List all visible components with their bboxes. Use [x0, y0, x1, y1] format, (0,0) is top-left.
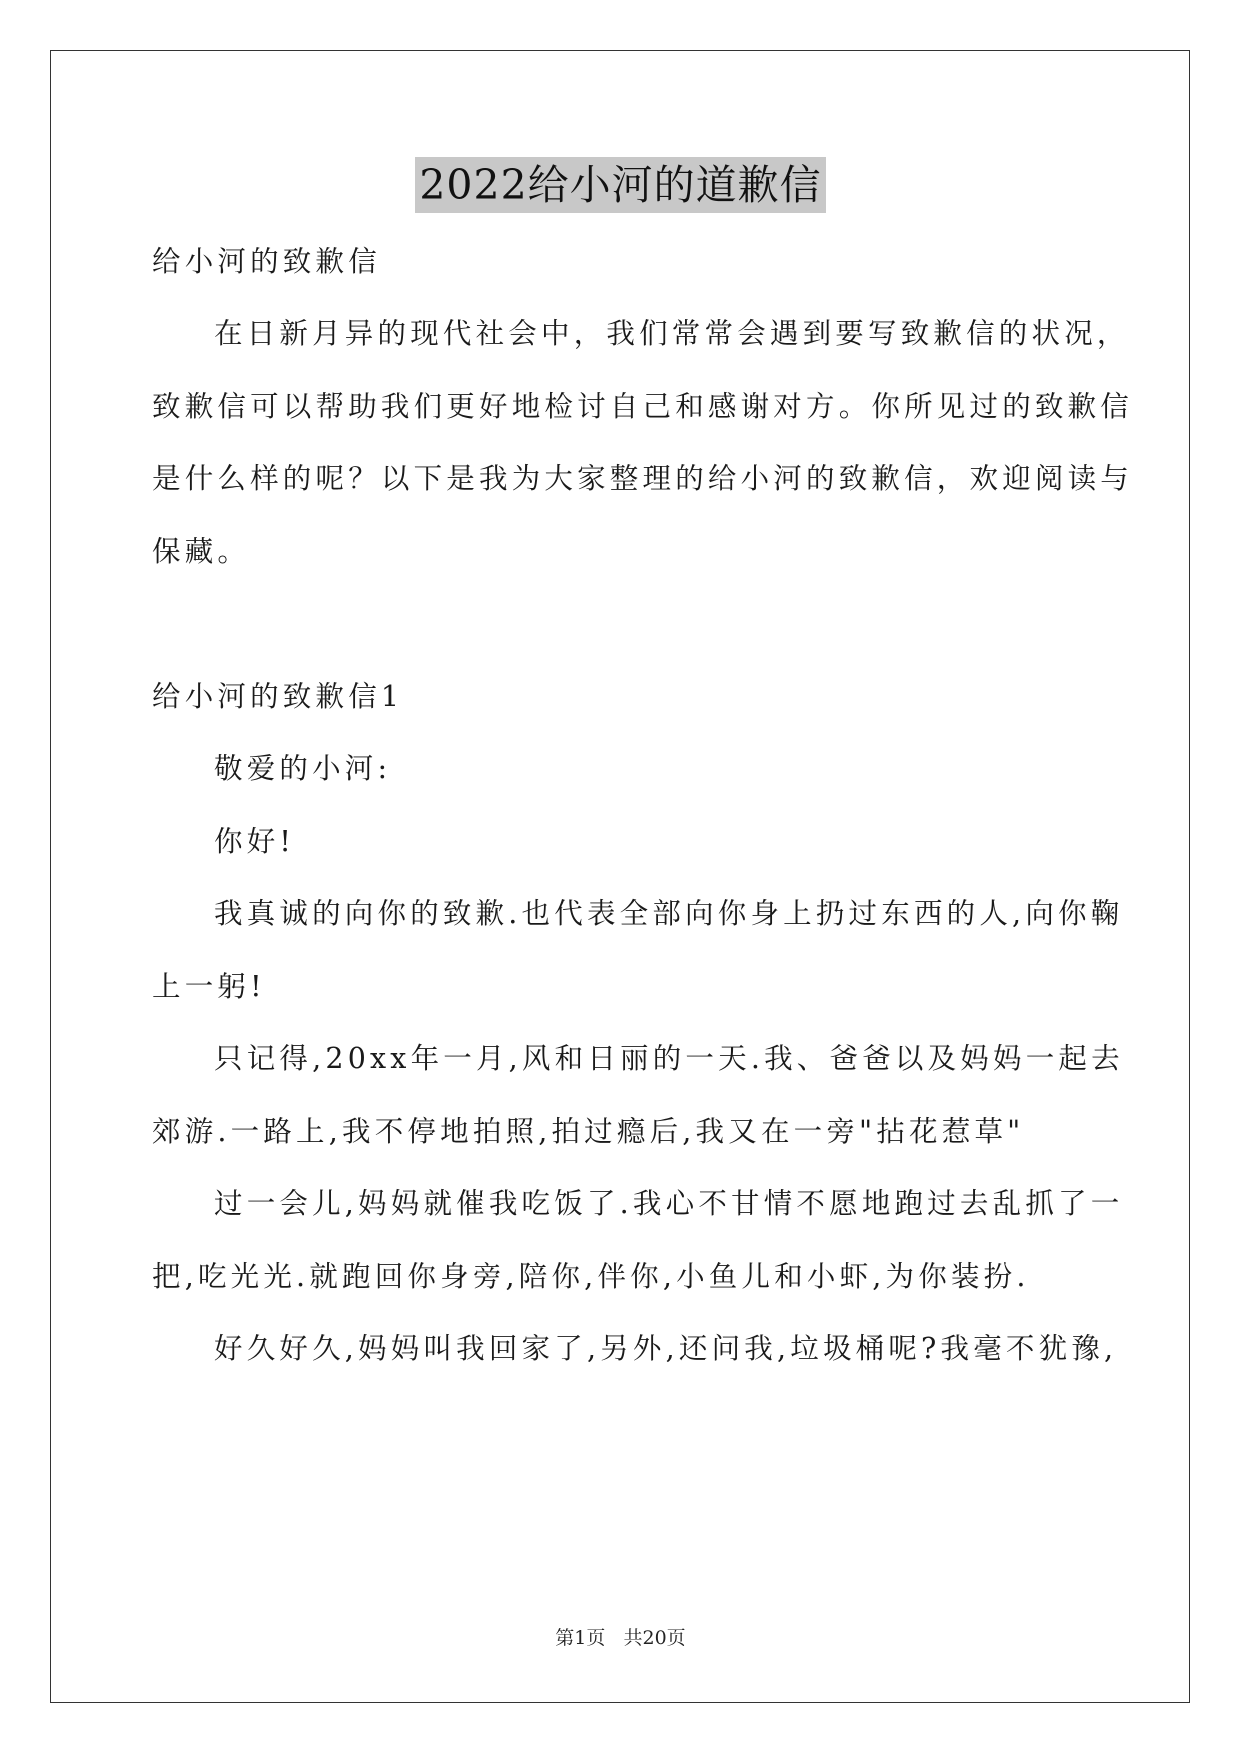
- salutation-line: 敬爱的小河:: [214, 752, 392, 785]
- document-title: 2022给小河的道歉信: [415, 157, 825, 213]
- paragraph-line: 致歉信可以帮助我们更好地检讨自己和感谢对方。你所见过的致歉信: [152, 390, 1134, 423]
- greeting-line: 你好!: [214, 825, 296, 858]
- paragraph-line: 只记得,20xx年一月,风和日丽的一天.我、爸爸以及妈妈一起去: [214, 1042, 1124, 1075]
- paragraph-line: 在日新月异的现代社会中，我们常常会遇到要写致歉信的状况，: [214, 317, 1130, 350]
- subtitle-line: 给小河的致歉信: [152, 245, 381, 278]
- title-container: [0, 157, 1241, 213]
- paragraph-line: 郊游.一路上,我不停地拍照,拍过瘾后,我又在一旁"拈花惹草": [152, 1115, 1025, 1148]
- paragraph-line: 是什么样的呢？以下是我为大家整理的给小河的致歉信，欢迎阅读与: [152, 462, 1134, 495]
- paragraph-line: 保藏。: [152, 535, 251, 568]
- paragraph-line: 上一躬!: [152, 970, 266, 1003]
- page-number-footer: 第1页 共20页: [555, 1627, 686, 1649]
- paragraph-line: 把,吃光光.就跑回你身旁,陪你,伴你,小鱼儿和小虾,为你装扮.: [152, 1260, 1030, 1293]
- paragraph-line: 过一会儿,妈妈就催我吃饭了.我心不甘情不愿地跑过去乱抓了一: [214, 1187, 1124, 1220]
- section-heading: 给小河的致歉信1: [152, 680, 404, 713]
- paragraph-line: 好久好久,妈妈叫我回家了,另外,还问我,垃圾桶呢?我毫不犹豫,: [214, 1332, 1118, 1365]
- page-border: [50, 50, 1190, 1703]
- paragraph-line: 我真诚的向你的致歉.也代表全部向你身上扔过东西的人,向你鞠: [214, 897, 1124, 930]
